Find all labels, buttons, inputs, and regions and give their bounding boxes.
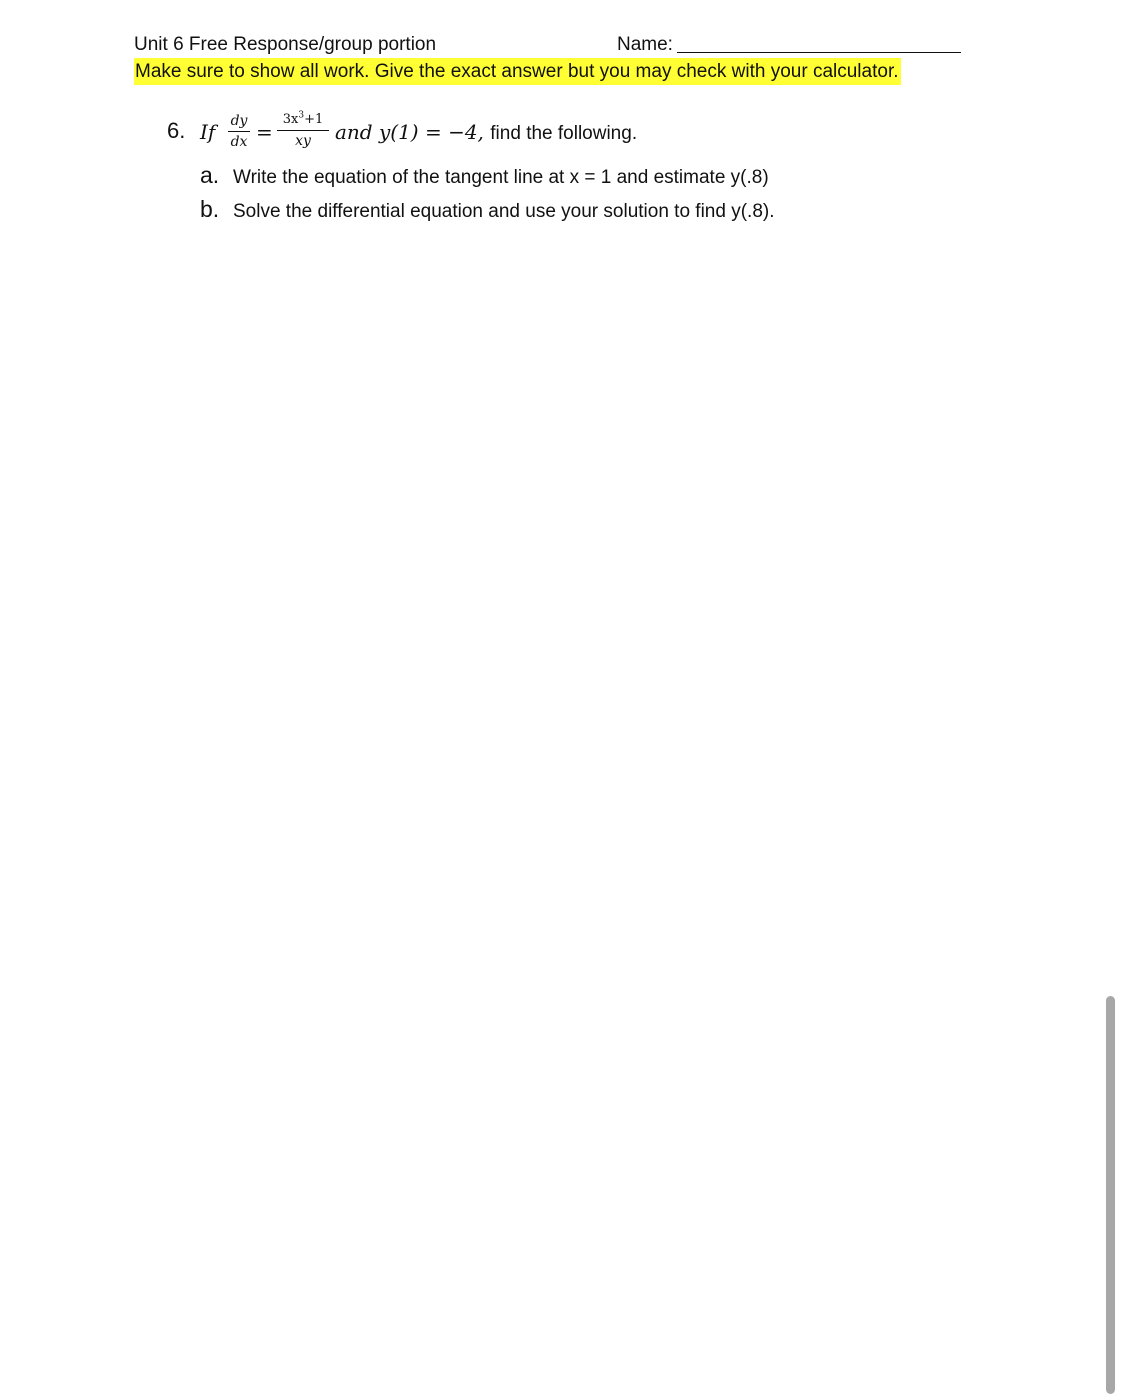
derivative-fraction [228,113,250,150]
problem-6 [167,108,867,158]
part-b-text: Solve the differential equation and use your solution to find y(.8). [233,201,775,222]
part-a-letter: a. [200,162,220,188]
name-blank-line [677,52,961,53]
part-b-letter: b. [200,196,220,222]
derivative-numerator: dy [230,113,248,129]
rhs-numerator-exponent: 3 [298,110,305,121]
rhs-numerator [277,112,329,128]
equals-sign: = [256,120,273,144]
name-label: Name: [617,34,673,55]
scrollbar-thumb[interactable] [1106,996,1115,1394]
initial-condition [335,120,637,146]
highlighted-instructions: Make sure to show all work. Give the exact answer but you may check with your calculator. [134,58,901,85]
fraction-bar [277,130,329,131]
rhs-numerator-base: 3x [282,112,299,127]
fraction-bar [228,131,250,132]
rhs-fraction [277,112,329,149]
find-text: find the following. [490,123,638,144]
rhs-denominator: xy [295,133,311,149]
derivative-denominator: dx [230,134,248,150]
problem-number: 6. [167,118,186,143]
part-a-text: Write the equation of the tangent line at x = 1 and estimate y(.8) [233,167,769,188]
if-word: If [200,120,216,144]
condition-expression: y(1) = −4, [378,120,484,144]
rhs-numerator-tail: +1 [304,112,324,127]
part-b [200,195,775,226]
part-a [200,161,769,192]
and-word: and [335,120,373,144]
worksheet-title: Unit 6 Free Response/group portion [134,34,437,55]
